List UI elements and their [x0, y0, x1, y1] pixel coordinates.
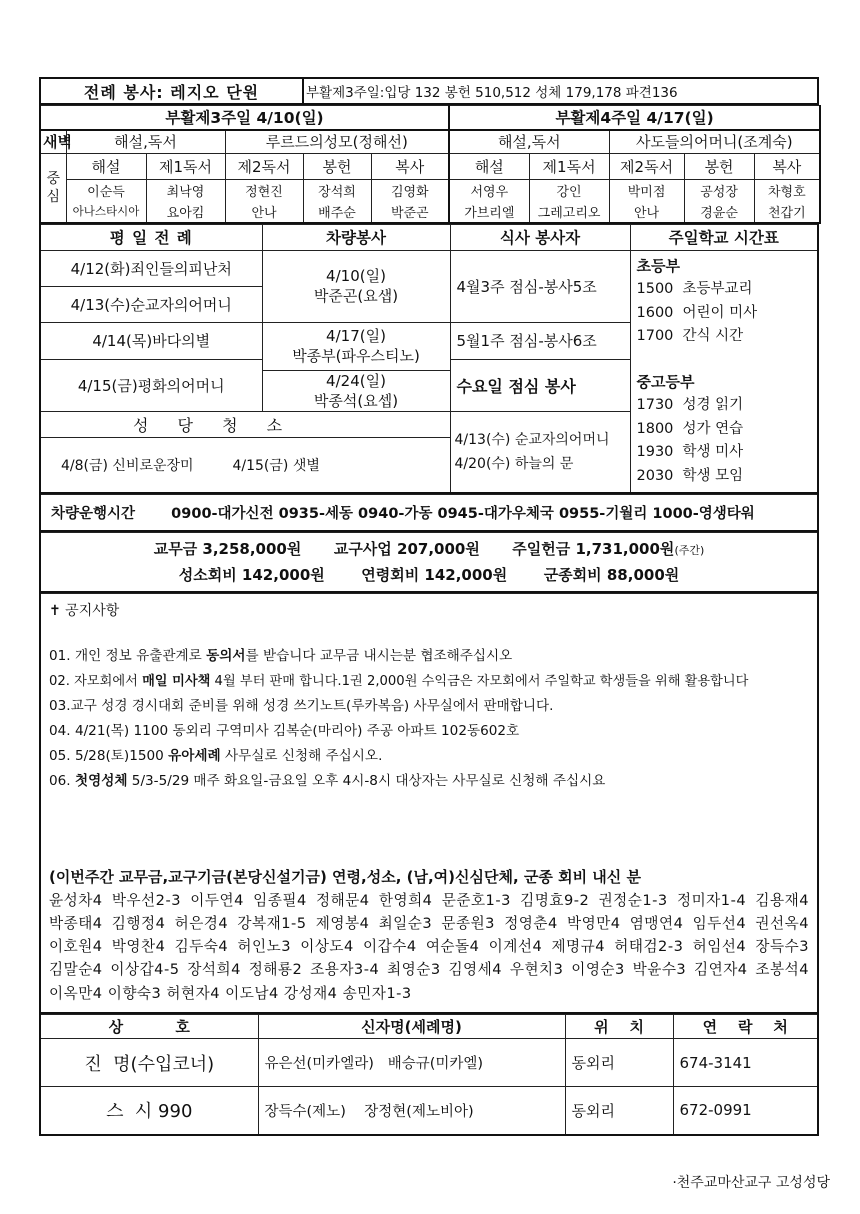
- week3-dawn-team: 루르드의성모(정해선): [225, 130, 449, 154]
- cleaning-list: [40, 437, 450, 493]
- parish-signature: ·천주교마산교구 고성성당: [672, 1175, 830, 1191]
- week3-col-header: 제1독서: [146, 154, 225, 180]
- business-location: 동외리: [565, 1039, 673, 1087]
- week3-name: 장석희: [303, 180, 371, 201]
- finance-line-2: [41, 563, 817, 587]
- school-row: 2030 학생 모임: [636, 467, 744, 484]
- bus-schedule-row: [40, 495, 818, 531]
- liturgy-title: 전례 봉사: 레지오 단원: [40, 78, 303, 104]
- week3-title: 부활제3주일 4/10(일): [40, 106, 449, 130]
- business-col-contact: 연 락 처: [673, 1015, 818, 1039]
- meal-item: 5월1주 점심-봉사6조: [450, 322, 630, 359]
- school-row: 1930 학생 미사: [636, 444, 744, 460]
- weekday-item: 4/13(수)순교자의어머니: [40, 286, 262, 322]
- vehicle-item: [262, 371, 450, 412]
- week3-name: 이순득: [66, 180, 146, 201]
- week4-dawn-team: 사도들의어머니(조계숙): [609, 130, 820, 154]
- finance-cell: [40, 532, 818, 592]
- week4-name: 공성장: [684, 180, 754, 201]
- dawn-label: 새벽: [40, 130, 66, 154]
- notices-table: [39, 593, 819, 1015]
- bus-schedule: [39, 494, 819, 532]
- week3-baptismal-name: 배주순: [303, 201, 371, 223]
- notice-item: 03.교구 성경 경시대회 준비를 위해 성경 쓰기노트(루카복음) 사무실에서 판매합니다.: [49, 697, 554, 714]
- school-row: 1730 성경 읽기: [636, 397, 744, 413]
- business-owner: 유은선(미카엘라) 배승규(미카엘): [258, 1039, 565, 1087]
- week3-baptismal-name: 안나: [225, 201, 303, 223]
- business-owner: 장득수(제노) 장정현(제노비아): [258, 1087, 565, 1135]
- bus-stops: 0900-대가신전 0935-세동 0940-가동 0945-대가우체국 0955-기월리 1000-영생타워: [171, 505, 755, 522]
- finance-diocese: 교구사업 207,000원: [333, 539, 480, 558]
- donors-title: (이번주간 교무금,교구기금(본당신설기금) 연령,성소, (남,여)신심단체, 군종 회비 내신 분: [49, 867, 641, 886]
- week4-name: 강인: [529, 180, 609, 201]
- week4-baptismal-name: 천갑기: [754, 201, 820, 223]
- notices-cell: [40, 593, 818, 1013]
- vehicle-date: 4/10(일): [326, 267, 386, 285]
- notice-item: 01. 개인 정보 유출관계로 동의서를 받습니다 교무금 내시는분 협조해주십시오: [49, 647, 513, 664]
- weekday-item: 4/12(화)죄인들의피난처: [40, 250, 262, 286]
- center-label: 중심: [40, 154, 66, 223]
- week3-col-header: 복사: [371, 154, 449, 180]
- hymn-numbers: 부활제3주일:입당 132 봉헌 510,512 성체 179,178 파견136: [303, 78, 818, 104]
- week4-col-header: 해설: [449, 154, 529, 180]
- week4-title: 부활제4주일 4/17(일): [449, 106, 820, 130]
- cleaning-item: 4/15(금) 샛별: [232, 457, 320, 474]
- week4-dawn-role: 해설,독서: [449, 130, 609, 154]
- week4-baptismal-name: 경윤순: [684, 201, 754, 223]
- business-phone: 674-3141: [673, 1039, 818, 1087]
- business-phone: 672-0991: [673, 1087, 818, 1135]
- finance-offering: 주일헌금 1,731,000원: [512, 539, 675, 558]
- elementary-title: 초등부: [636, 256, 680, 275]
- school-title: 주일학교 시간표: [630, 224, 818, 250]
- week3-col-header: 봉헌: [303, 154, 371, 180]
- week3-name: 최낙영: [146, 180, 225, 201]
- school-schedule: [630, 250, 818, 493]
- weekday-item: 4/15(금)평화의어머니: [40, 359, 262, 411]
- business-col-location: 위 치: [565, 1015, 673, 1039]
- week4-name: 박미점: [609, 180, 684, 201]
- wednesday-meal-item: 4/20(수) 하늘의 문: [454, 456, 574, 473]
- week4-baptismal-name: 안나: [609, 201, 684, 223]
- business-table: [39, 1014, 819, 1136]
- bulletin-page: [39, 77, 819, 1136]
- vehicle-title: 차량봉사: [262, 224, 450, 250]
- week3-baptismal-name: 아나스타시아: [66, 201, 146, 223]
- school-row: 1600 어린이 미사: [636, 304, 758, 321]
- week4-col-header: 복사: [754, 154, 820, 180]
- business-col-owner: 신자명(세례명): [258, 1015, 565, 1039]
- wednesday-meal-item: 4/13(수) 순교자의어머니: [454, 432, 610, 449]
- middle-high-title: 중고등부: [636, 372, 695, 391]
- finance-line-1: [41, 537, 817, 563]
- school-row: 1800 성가 연습: [636, 420, 744, 437]
- week3-baptismal-name: 요아킴: [146, 201, 225, 223]
- week4-baptismal-name: 가브리엘: [449, 201, 529, 223]
- meal-item: 4월3주 점심-봉사5조: [450, 250, 630, 322]
- notice-item: 04. 4/21(목) 1100 동외리 구역미사 김복순(마리아) 주공 아파트 102동602호: [49, 722, 520, 739]
- weekday-item: 4/14(목)바다의별: [40, 322, 262, 359]
- week3-col-header: 해설: [66, 154, 146, 180]
- wednesday-meal-title: 수요일 점심 봉사: [450, 359, 630, 411]
- vehicle-driver: 박종석(요셉): [313, 392, 399, 411]
- notice-item: 05. 5/28(토)1500 유아세례 사무실로 신청해 주십시오.: [49, 747, 383, 764]
- wednesday-meal-list: [450, 412, 630, 493]
- notice-item: 02. 자모회에서 매일 미사책 4월 부터 판매 합니다.1권 2,000원 수익금은 자모회에서 주일학교 학생들을 위해 활용합니다: [49, 673, 749, 689]
- schedule-table: [39, 224, 819, 495]
- business-name: 스 시 990: [40, 1087, 258, 1135]
- week3-name: 김영화: [371, 180, 449, 201]
- vehicle-item: [262, 322, 450, 371]
- vehicle-date: 4/17(일): [326, 327, 386, 346]
- vehicle-driver: 박준곤(요샙): [313, 287, 399, 305]
- week4-col-header: 제1독서: [529, 154, 609, 180]
- business-col-name: 상 호: [40, 1015, 258, 1039]
- weekday-title: 평 일 전 례: [40, 224, 262, 250]
- week4-baptismal-name: 그레고리오: [529, 201, 609, 223]
- bus-label: 차량운행시간: [51, 505, 136, 522]
- finance-tithe: 교무금 3,258,000원: [153, 539, 302, 558]
- week3-name: 정현진: [225, 180, 303, 201]
- notices-title: ✝ 공지사항: [49, 602, 120, 619]
- week4-name: 차형호: [754, 180, 820, 201]
- donors-list: 윤성차4 박우선2-3 이두연4 임종필4 정해문4 한영희4 문준호1-3 김명효9-2 권정순1-3 정미자1-4 김용재4 박종태4 김행정4 허은경4 강복재1-5 제영봉4 최일순3 문종원3 정영춘4 박영만4 염맹연4 임두선4 권선옥4 이호원4 박영찬4 김두숙4 허인노3 이상도4 이갑수4 여순돌4 이계선4 제명규4 허태검2-3 허임선4 장득수3 김말순4 이상갑4-5 장석희4 정해룡2 조용자3-4 최영순3 김영세4 우현치3 이영순3 박윤수3 김연자4 조봉석4 이옥만4 이향숙3 허현자4 이도남4 강성재4 송민자1-3: [49, 891, 809, 1002]
- vehicle-driver: 박종부(파우스티노): [292, 347, 420, 366]
- week3-baptismal-name: 박준곤: [371, 201, 449, 223]
- week4-col-header: 봉헌: [684, 154, 754, 180]
- finance-offering-note: (주간): [674, 543, 705, 557]
- week4-name: 서영우: [449, 180, 529, 201]
- finance-summary: [39, 532, 819, 593]
- cleaning-item: 4/8(금) 신비로운장미: [61, 457, 194, 474]
- vehicle-date: 4/24(일): [326, 372, 386, 391]
- sunday-service-table: [39, 105, 821, 224]
- business-location: 동외리: [565, 1087, 673, 1135]
- finance-vocation: 성소회비 142,000원: [178, 565, 325, 584]
- finance-military: 군종회비 88,000원: [543, 565, 680, 584]
- school-row: 1700 간식 시간: [636, 328, 744, 344]
- school-row: 1500 초등부교리: [636, 281, 753, 297]
- cleaning-title: 성 당 청 소: [40, 412, 450, 437]
- vehicle-item: [262, 250, 450, 322]
- finance-funeral: 연령회비 142,000원: [361, 565, 508, 584]
- business-name: 진 명(수입코너): [40, 1039, 258, 1087]
- meal-title: 식사 봉사자: [450, 224, 630, 250]
- liturgy-header: [39, 77, 819, 105]
- week3-col-header: 제2독서: [225, 154, 303, 180]
- week3-dawn-role: 해설,독서: [66, 130, 225, 154]
- notice-item: 06. 첫영성체 5/3-5/29 매주 화요일-금요일 오후 4시-8시 대상자는 사무실로 신청해 주십시요: [49, 772, 606, 789]
- week4-col-header: 제2독서: [609, 154, 684, 180]
